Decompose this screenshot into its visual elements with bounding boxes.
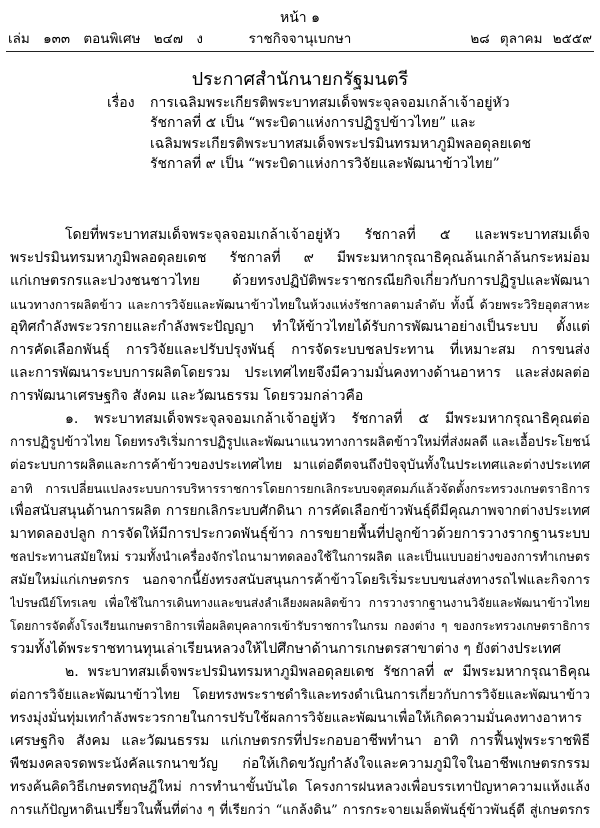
body-line: ต่อการวิจัยและพัฒนาข้าวไทย โดยทรงพระราชดำริและทรงดำเนินการเกี่ยวกับการวิจัยและพัฒนาข้าว [10,688,590,703]
header-rule [6,51,594,52]
body-line: โดยที่พระบาทสมเด็จพระจุลจอมเกล้าเจ้าอยู่หัว รัชกาลที่ ๕ และพระบาทสมเด็จ [65,227,590,243]
body-line: แก่เกษตรกรและปวงชนชาวไทย ด้วยทรงปฏิบัติพระราชกรณียกิจเกี่ยวกับการปฏิรูปและพัฒนา [10,273,590,289]
subject-line: การเฉลิมพระเกียรติพระบาทสมเด็จพระจุลจอมเกล้าเจ้าอยู่หัว [150,95,510,111]
body-line: การปฏิรูปข้าวไทย โดยทรงริเริ่มการปฏิรูปและพัฒนาแนวทางการผลิตข้าวใหม่ที่ส่งผลดี และเอื้อประโยชน์ [10,435,590,450]
body-line: ชลประทานสมัยใหม่ รวมทั้งนำเครื่องจักรไถนามาทดลองใช้ในการผลิต และเป็นแบบอย่างของการทำเกษตร [10,550,590,565]
body-line: ทรงมุ่งมั่นทุ่มเทกำลังพระวรกายในการปรับใช้ผลการวิจัยและพัฒนาเพื่อให้เกิดความมั่นคงทางอาหาร [10,710,582,726]
body-line: พระปรมินทรมหาภูมิพลอดุลยเดช รัชกาลที่ ๙ มีพระมหากรุณาธิคุณล้นเกล้าล้นกระหม่อม [10,250,590,266]
gazette-name: ราชกิจจานุเบกษา [248,31,352,47]
paragraph [10,224,590,408]
body-line: การคัดเลือกพันธุ์ การวิจัยและปรับปรุงพันธุ์ การจัดระบบชลประทาน ที่เหมาะสม การขนส่ง [10,342,590,358]
body-line: ๒. พระบาทสมเด็จพระปรมินทรมหาภูมิพลอดุลยเดช รัชกาลที่ ๙ มีพระมหากรุณาธิคุณ [65,664,590,680]
body-line: มาทดลองปลูก การจัดให้มีการประกวดพันธุ์ข้าว การขยายพื้นที่ปลูกข้าวด้วยการวางรากฐานระบบ [10,526,590,542]
subject-text [150,93,593,174]
body-line: รวมทั้งได้พระราชทานทุนเล่าเรียนหลวงให้ไปศึกษาด้านการเกษตรสาขาต่าง ๆ ยังต่างประเทศ [10,641,561,657]
body-line: แนวทางการผลิตข้าว และการวิจัยและพัฒนาข้าวไทยในห้วงแห่งรัชกาลตามลำดับ ทั้งนี้ ด้วยพระวิริยอุตสาหะ [10,297,590,312]
body-line: ไปรษณีย์โทรเลข เพื่อใช้ในการเดินทางและขนส่งลำเลียงผลผลิตข้าว การวางรากฐานงานวิจัยและพัฒนาข้าวไทย [10,596,590,610]
announcement-title: ประกาศสำนักนายกรัฐมนตรี [191,69,409,90]
subject-line: เฉลิมพระเกียรติพระบาทสมเด็จพระปรมินทรมหาภูมิพลอดุลยเดช [150,135,532,152]
subject-line: รัชกาลที่ ๙ เป็น “พระบิดาแห่งการวิจัยและพัฒนาข้าวไทย” [150,155,500,172]
body-line: โดยการจัดตั้งโรงเรียนเกษตราธิการเพื่อผลิตบุคลากรเข้ารับราชการในกรม กองต่าง ๆ ของกระทรวงเกษตราธิการ [10,619,590,633]
body-line: การพัฒนาเศรษฐกิจ สังคม และวัฒนธรรม โดยรวมกล่าวคือ [10,388,364,404]
paragraph [10,661,590,822]
body-line: เศรษฐกิจ สังคม และวัฒนธรรม แก่เกษตรกรที่ประกอบอาชีพทำนา อาทิ การฟื้นฟูพระราชพิธี [10,733,590,749]
subject-line: รัชกาลที่ ๕ เป็น “พระบิดาแห่งการปฏิรูปข้าวไทย” และ [150,115,476,132]
body-line: สมัยใหม่แก่เกษตรกร นอกจากนี้ยังทรงสนับสนุนการค้าข้าวโดยริเริ่มระบบขนส่งทางรถไฟและกิจการ [10,572,590,588]
body-text [10,224,590,822]
body-line: อาทิ การเปลี่ยนแปลงระบบการบริหารราชการโดยการยกเลิกระบบจตุสดมภ์แล้วจัดตั้งกระทรวงเกษตราธิการ [10,481,590,496]
page-number: หน้า ๑ [280,10,320,26]
body-line: พืชมงคลจรดพระนังคัลแรกนาขวัญ ก่อให้เกิดขวัญกำลังใจและความภูมิใจในอาชีพเกษตรกรรม [10,756,590,772]
subject-label: เรื่อง [107,95,135,111]
body-line: เพื่อสนับสนุนด้านการผลิต การยกเลิกระบบศักดินา การคัดเลือกข้าวพันธุ์ดีมีคุณภาพจากต่างประเทศ [10,503,590,519]
gazette-header [8,29,592,49]
body-line: อุทิศกำลังพระวรกายและกำลังพระปัญญา ทำให้ข้าวไทยได้รับการพัฒนาอย่างเป็นระบบ ตั้งแต่ [10,319,590,335]
paragraph [10,408,590,661]
body-line: การแก้ปัญหาดินเปรี้ยวในพื้นที่ต่าง ๆ ที่เรียกว่า “แกล้งดิน” การกระจายเมล็ดพันธุ์ข้าวพันธุ์ดี สู่เกษตรกร [10,803,590,818]
body-line: ต่อระบบการผลิตและการค้าข้าวของประเทศไทย มาแต่อดีตจนถึงปัจจุบันทั้งในประเทศและต่างประเทศ [10,458,590,473]
body-line: ทรงค้นคิดวิธีเกษตรทฤษฎีใหม่ การทำนาขั้นบันได โครงการฝนหลวงเพื่อบรรเทาปัญหาความแห้งแล้ง [10,779,590,795]
volume-issue: เล่ม ๑๓๓ ตอนพิเศษ ๒๔๗ ง [8,31,203,47]
publication-date: ๒๘ ตุลาคม ๒๕๕๙ [470,31,592,47]
body-line: ๑. พระบาทสมเด็จพระจุลจอมเกล้าเจ้าอยู่หัว รัชกาลที่ ๕ มีพระมหากรุณาธิคุณต่อ [65,411,590,427]
body-line: และการพัฒนาระบบการผลิตโดยรวม ประเทศไทยจึงมีความมั่นคงทางด้านอาหาร และส่งผลต่อ [10,365,590,381]
